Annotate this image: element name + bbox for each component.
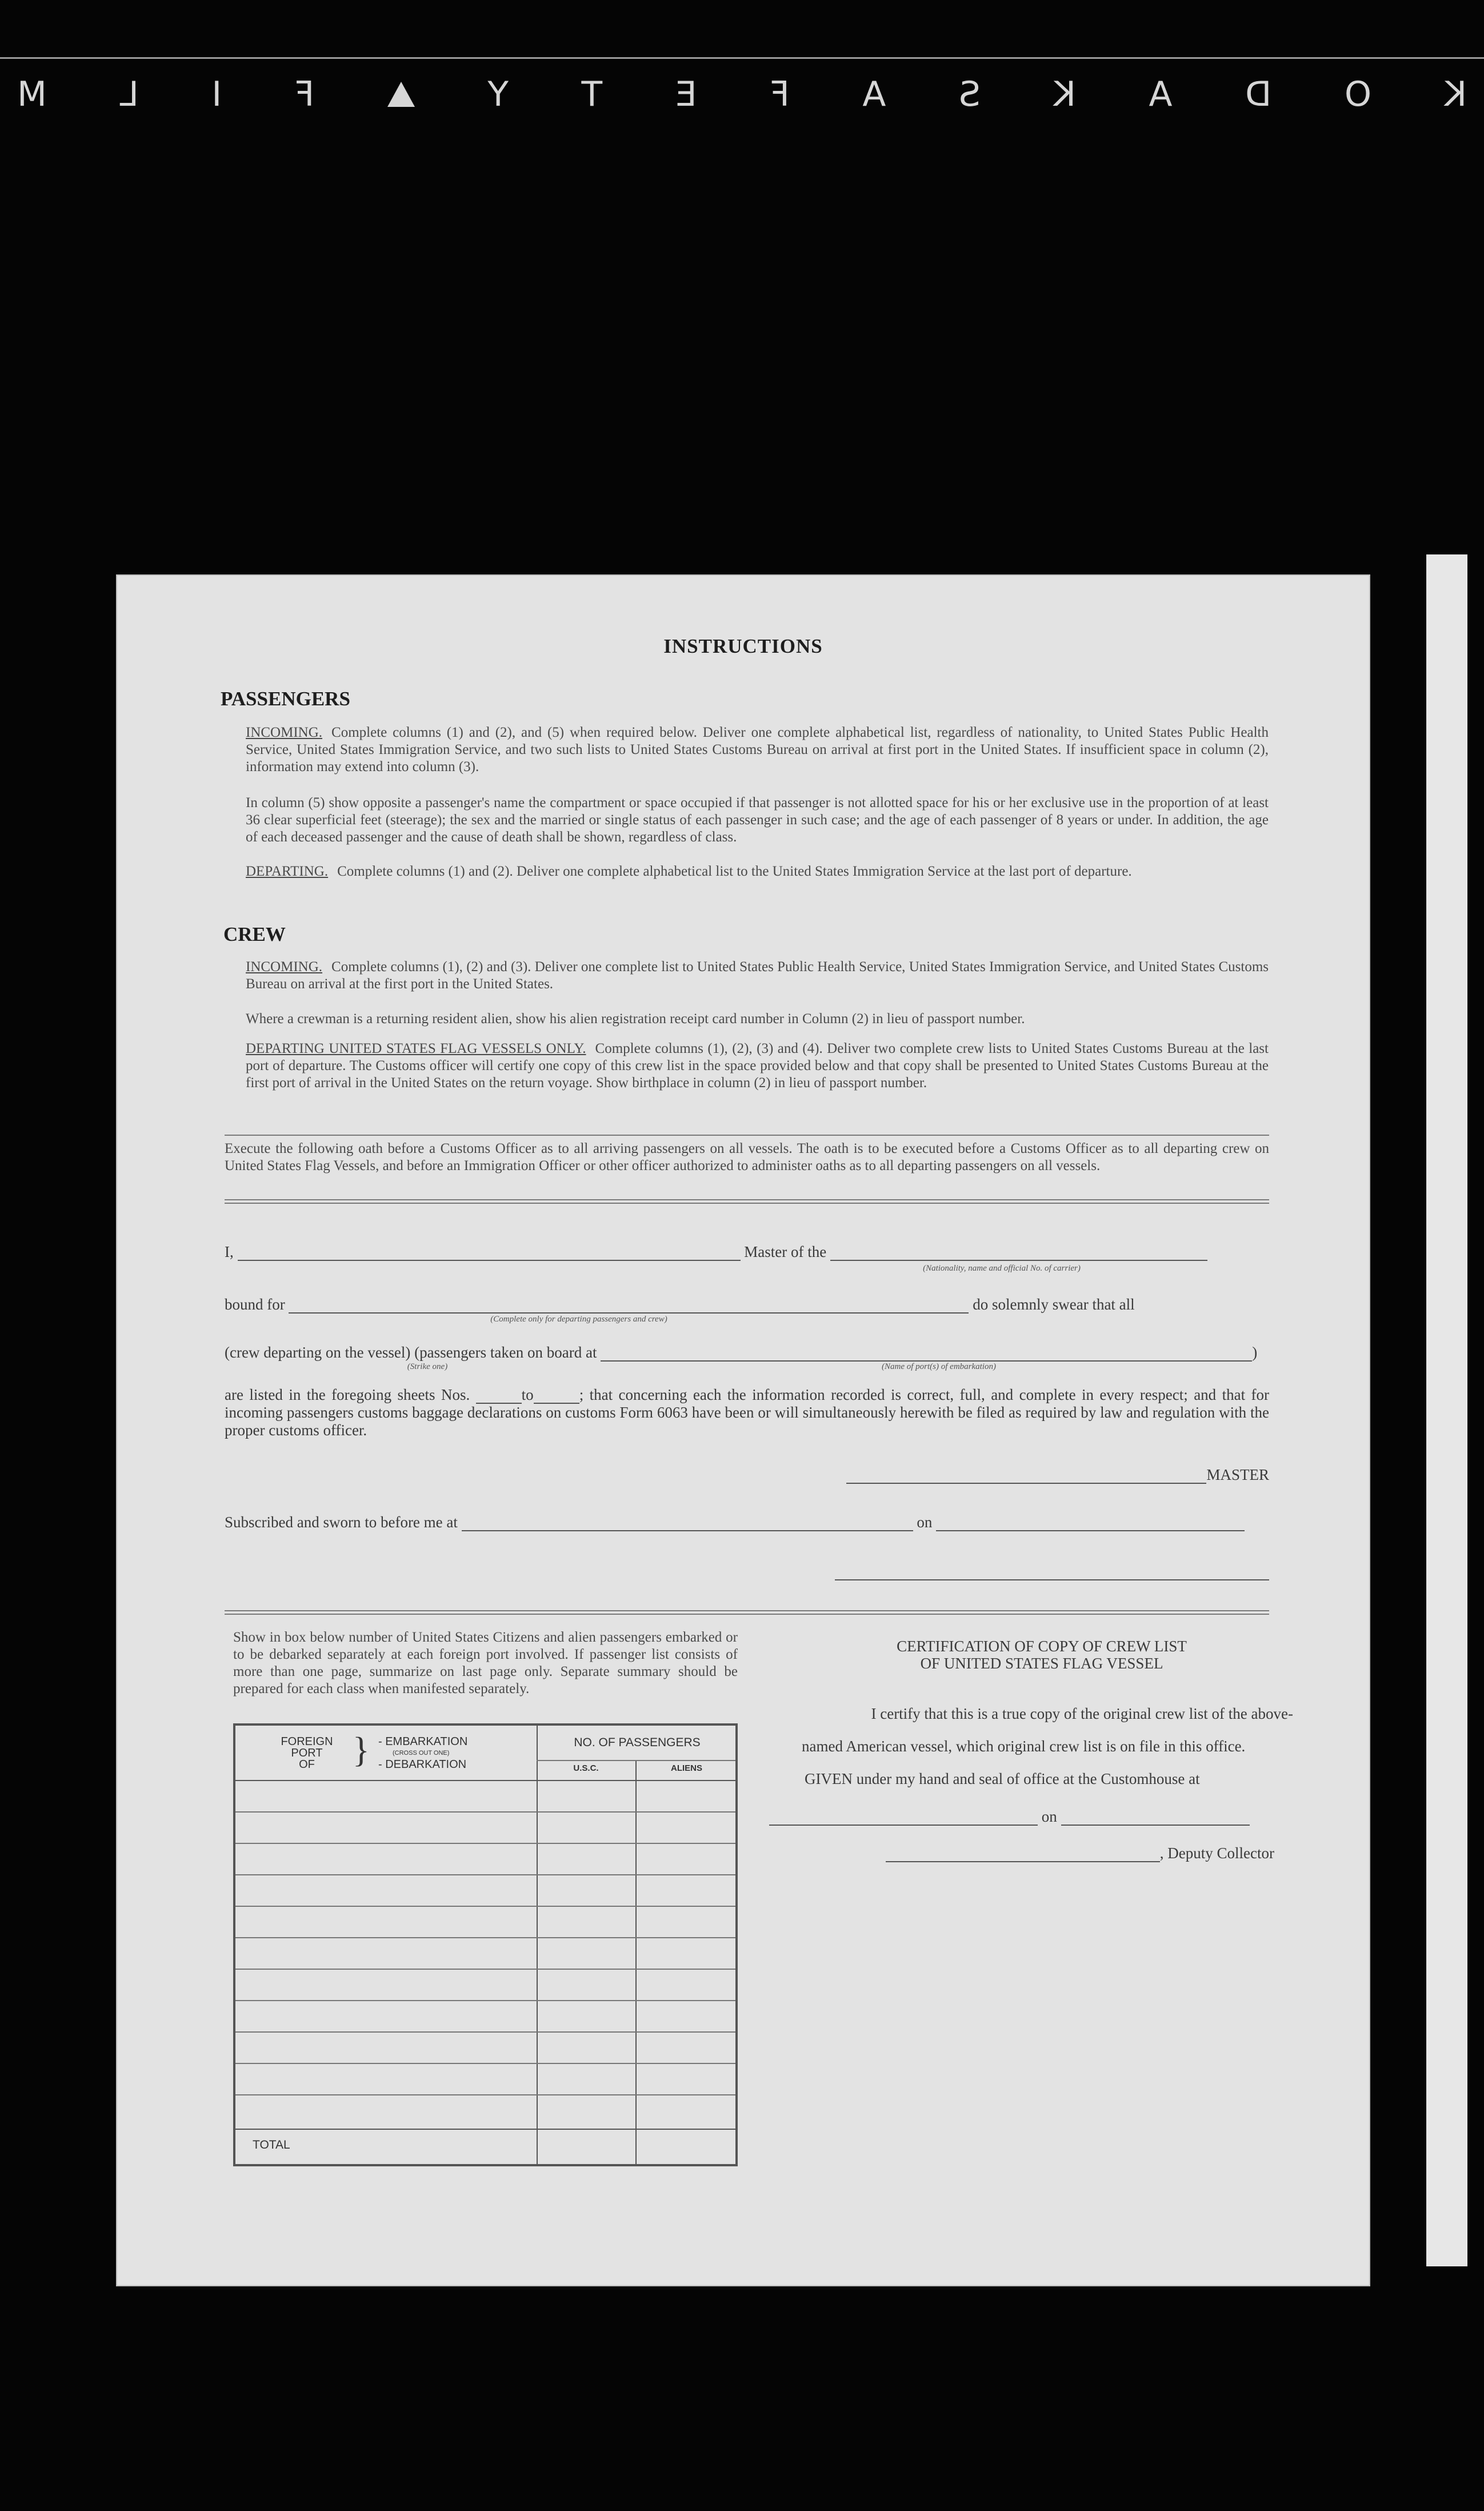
table-row: [235, 1937, 735, 1938]
film-letter: K: [1053, 74, 1076, 114]
header-divider: [537, 1760, 735, 1761]
film-letter: F: [770, 74, 790, 114]
total-label: TOTAL: [253, 2138, 290, 2151]
certification-title-line: CERTIFICATION OF COPY OF CREW LIST: [897, 1638, 1187, 1655]
vessel-name-field[interactable]: [830, 1260, 1207, 1261]
embarkation-label: - EMBARKATION: [378, 1735, 468, 1748]
film-letter: Y: [487, 74, 509, 114]
film-edge-label: [0, 69, 1484, 120]
master-name-field[interactable]: [238, 1260, 741, 1261]
film-letter: K: [1444, 74, 1467, 114]
table-row: [235, 1843, 735, 1844]
crew-resident-paragraph: Where a crewman is a returning resident alien, show his alien registration receipt card number in Column (2) in lieu of passport number.: [246, 1011, 1025, 1027]
bound-caption: (Complete only for departing passengers and crew): [490, 1315, 667, 1324]
table-row: [235, 1811, 735, 1813]
to-label: to: [521, 1386, 534, 1403]
port-caption: (Name of port(s) of embarkation): [882, 1362, 996, 1371]
crew-incoming-label: INCOMING.: [246, 959, 323, 975]
film-letter: L: [119, 74, 139, 114]
deputy-row: [874, 1845, 1274, 1862]
destination-field[interactable]: [289, 1312, 969, 1314]
table-row: [235, 2000, 735, 2001]
close-paren: ): [1252, 1344, 1258, 1361]
crew-incoming-paragraph: [246, 959, 1269, 993]
on-label: on: [917, 1514, 933, 1531]
given-line: GIVEN under my hand and seal of office at the Customhouse at: [805, 1770, 1200, 1787]
officer-signature-line[interactable]: [835, 1579, 1269, 1580]
film-letter: O: [1344, 74, 1372, 114]
header-bottom: [235, 1780, 735, 1781]
deputy-signature-field[interactable]: [886, 1861, 1160, 1862]
foreign-port-word: PORT: [291, 1747, 323, 1759]
passenger-summary-table: [233, 1723, 738, 2166]
listed-label: are listed in the foregoing sheets Nos.: [225, 1386, 470, 1403]
passengers-heading: PASSENGERS: [221, 688, 350, 710]
oath-listed-paragraph: [225, 1386, 1269, 1439]
film-letter: M: [17, 74, 47, 114]
cross-out-note: (CROSS OUT ONE): [393, 1750, 450, 1756]
passengers-departing-paragraph: [246, 863, 1269, 880]
table-row: [235, 1906, 735, 1907]
certification-text-line: named American vessel, which original crew list is on file in this office.: [802, 1738, 1246, 1755]
film-letter: A: [862, 74, 886, 114]
embarkation-port-field[interactable]: [601, 1360, 1252, 1362]
film-letter: D: [1245, 74, 1272, 114]
foreign-port-word: FOREIGN: [281, 1735, 333, 1748]
column-divider: [635, 1760, 637, 2164]
customhouse-row: [769, 1808, 1272, 1826]
foreign-port-word: OF: [299, 1758, 315, 1771]
crew-departing-option: (crew departing on the vessel): [225, 1344, 411, 1361]
crew-incoming-text: Complete columns (1), (2) and (3). Deliver one complete list to United States Public Health Service, United States Immigration Service, and United States Customs Bureau on arrival at the first port in the United States.: [246, 959, 1269, 992]
master-of-label: Master of the: [744, 1243, 827, 1260]
table-row: [235, 1969, 735, 1970]
divider: [225, 1203, 1269, 1204]
divider: [225, 1610, 1269, 1611]
oath-instructions: Execute the following oath before a Customs Officer as to all arriving passengers on all vessels. The oath is to be executed before a Customs Officer as to all departing crew on United States Flag Vessels, and before an Immigration Officer or other officer authorized to administer oaths as to all departing passengers on all vessels.: [225, 1141, 1269, 1173]
film-letter: F: [294, 74, 315, 114]
crew-departing-text: Complete columns (1), (2), (3) and (4). Deliver two complete crew lists to United States Customs Bureau at the last port of departure. The Customs officer will certify one copy of this crew list in the space provided below and that copy shall be presented to United States Customs Bureau at the first port of arrival in the United States on the return voyage. Show birthplace in column (2) in lieu of passport number.: [246, 1041, 1269, 1091]
table-row: [235, 2031, 735, 2033]
aliens-header: ALIENS: [670, 1763, 702, 1773]
certification-title: [790, 1638, 1293, 1672]
passengers-incoming-paragraph: [246, 724, 1269, 776]
subscribed-label: Subscribed and sworn to before me at: [225, 1514, 458, 1531]
crew-departing-paragraph: [246, 1040, 1269, 1092]
debarkation-label: - DEBARKATION: [378, 1758, 467, 1771]
column5-paragraph: In column (5) show opposite a passenger's name the compartment or space occupied if that passenger is not allotted space for his or her exclusive use in the proportion of at least 36 clear superficial feet (steerage); the sex and the married or single status of each passenger in such case; and the age of each passenger of 8 years or under. In addition, the age of each deceased passenger and the cause of death shall be shown, regardless of class.: [246, 795, 1269, 845]
sworn-date-field[interactable]: [936, 1530, 1245, 1531]
sworn-place-field[interactable]: [462, 1530, 913, 1531]
film-letter: I: [211, 74, 222, 114]
divider: [225, 1614, 1269, 1615]
master-label: MASTER: [1206, 1466, 1269, 1483]
deputy-label: , Deputy Collector: [1159, 1845, 1274, 1862]
total-divider: [235, 2129, 735, 2130]
departing-text: Complete columns (1) and (2). Deliver one complete alphabetical list to the United States Immigration Service at the last port of departure.: [337, 864, 1132, 879]
adjacent-frame-edge: [1426, 554, 1467, 2266]
film-edge-line: [0, 57, 1484, 59]
film-letter: S: [958, 74, 981, 114]
certification-text-line: I certify that this is a true copy of the original crew list of the above-: [871, 1705, 1293, 1722]
customhouse-field[interactable]: [769, 1825, 1038, 1826]
master-signature-row: [225, 1466, 1269, 1484]
bound-for-label: bound for: [225, 1296, 285, 1313]
crew-departing-label: DEPARTING UNITED STATES FLAG VESSELS ONLY.: [246, 1041, 586, 1056]
foreign-port-header: [270, 1736, 344, 1770]
table-row: [235, 2094, 735, 2095]
divider: [225, 1135, 1269, 1136]
passengers-taken-option: (passengers taken on board at: [414, 1344, 597, 1361]
document-sheet: [116, 574, 1370, 2286]
usc-header: U.S.C.: [573, 1763, 599, 1773]
film-letter: E: [675, 74, 697, 114]
column-divider: [537, 1726, 538, 2164]
summary-instructions: Show in box below number of United States Citizens and alien passengers embarked or to be debarked separately at each foreign port involved. If passenger list consists of more than one page, summarize on last page only. Separate summary should be prepared for each class when manifested separately.: [233, 1630, 738, 1696]
table-row: [235, 2063, 735, 2064]
listed-text: ; that concerning each the information recorded is correct, full, and complete in every respect; and that for incoming passengers customs baggage declarations on customs Form 6063 have been or will simultaneously herewith be filed as required by law and regulation with the proper customs officer.: [225, 1386, 1270, 1439]
incoming-label: INCOMING.: [246, 725, 323, 740]
cert-date-field[interactable]: [1061, 1825, 1250, 1826]
swear-label: do solemnly swear that all: [973, 1296, 1135, 1313]
departing-label: DEPARTING.: [246, 864, 329, 879]
film-letter: A: [1149, 74, 1173, 114]
film-triangle-icon: [387, 82, 415, 107]
crew-heading: CREW: [223, 923, 286, 945]
nationality-caption: (Nationality, name and official No. of carrier): [923, 1264, 1081, 1273]
oath-strike-row: [225, 1344, 1269, 1362]
brace-icon: }: [353, 1731, 370, 1770]
table-row: [235, 1874, 735, 1875]
master-signature-field[interactable]: [846, 1483, 1206, 1484]
divider: [225, 1199, 1269, 1200]
cert-on-label: on: [1041, 1808, 1057, 1825]
passengers-count-header: NO. OF PASSENGERS: [574, 1736, 701, 1749]
film-letter: T: [581, 74, 603, 114]
oath-bound-row: [225, 1296, 1269, 1314]
certification-title-line: OF UNITED STATES FLAG VESSEL: [920, 1655, 1163, 1672]
embarkation-header: [378, 1736, 467, 1770]
subscribed-row: [225, 1514, 1269, 1531]
strike-one-caption: (Strike one): [407, 1362, 448, 1371]
oath-i-label: I,: [225, 1243, 234, 1260]
oath-master-row: [225, 1243, 1269, 1261]
page-title: INSTRUCTIONS: [663, 635, 823, 657]
incoming-text: Complete columns (1) and (2), and (5) when required below. Deliver one complete alphabetical list, regardless of nationality, to United States Public Health Service, United States Immigration Service, and two such lists to United States Customs Bureau on arrival at first port in the United States. If insufficient space in column (2), information may extend into column (3).: [246, 725, 1269, 775]
